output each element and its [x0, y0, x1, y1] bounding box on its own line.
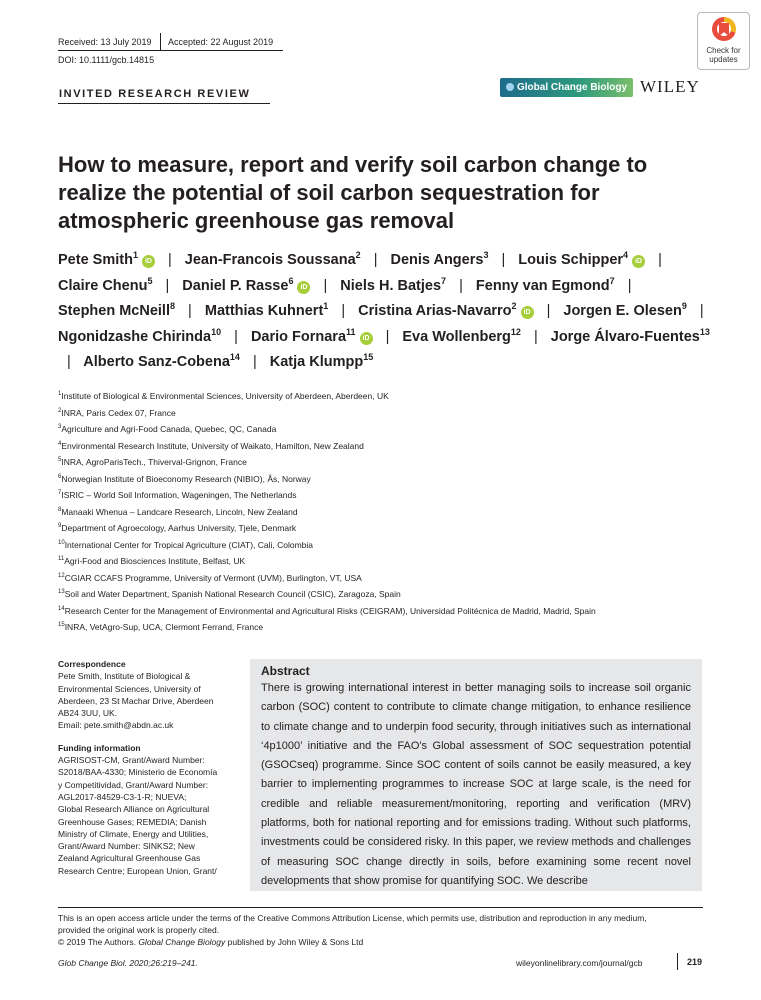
author-affiliation-number: 3 [483, 250, 489, 260]
author-separator: | [658, 252, 662, 268]
affiliation-text: INRA, Paris Cedex 07, France [61, 407, 176, 418]
affiliation-text: CGIAR CCAFS Programme, University of Vermont (UVM), Burlington, VT, USA [64, 572, 362, 583]
author-affiliation-number: 1 [323, 301, 329, 311]
author-name: Jorgen E. Olesen [563, 303, 682, 319]
correspondence-heading: Correspondence [58, 659, 126, 669]
author-affiliation-number: 10 [211, 326, 222, 337]
funding-line: Grant/Award Number: SINKS2; New [58, 841, 195, 852]
author-name: Pete Smith [58, 252, 133, 268]
affiliation-text: Agriculture and Agri-Food Canada, Quebec, QC, Canada [61, 424, 277, 434]
author [205, 303, 328, 319]
affiliation-text: INRA, AgroParisTech., Thiverval-Grignon, France [61, 457, 247, 467]
affiliation [58, 454, 708, 471]
author-separator: | [699, 303, 704, 319]
author [185, 252, 361, 268]
correspondence-line: AB24 3UU, UK. [58, 708, 118, 719]
correspondence-line: Pete Smith, Institute of Biological & [58, 671, 191, 682]
author-affiliation-number: 4 [623, 250, 629, 260]
affiliation-number: 1 [58, 391, 62, 397]
license-rule [58, 907, 703, 908]
affiliation [58, 570, 708, 587]
author-name: Fenny van Egmond [475, 277, 610, 294]
author-separator: | [627, 277, 632, 294]
funding-line: AGRISOST-CM, Grant/Award Number: [58, 755, 205, 766]
author [58, 326, 222, 345]
affiliation-text: Research Center for the Management of Environmental and Agricultural Risks (CEIGRAM), Universidad Politécnica de Madrid, Madrid, Spain [64, 605, 596, 616]
affiliation [58, 487, 708, 504]
funding-line: Zealand Agricultural Greenhouse Gas [58, 853, 201, 864]
citation: Glob Change Biol. 2020;26:219–241. [58, 958, 198, 968]
author-separator: | [373, 252, 378, 268]
orcid-icon[interactable]: iD [360, 332, 373, 345]
orcid-icon[interactable]: iD [632, 255, 645, 268]
author-name: Claire Chenu [58, 277, 148, 294]
affiliation [58, 537, 708, 554]
author-name: Alberto Sanz-Cobena [83, 354, 230, 370]
author-name: Daniel P. Rasse [182, 277, 289, 294]
funding-heading: Funding information [58, 742, 141, 753]
correspondence-line: Environmental Sciences, University of [58, 683, 201, 694]
author-name: Matthias Kuhnert [204, 303, 324, 319]
affiliation-number: 15 [58, 622, 65, 628]
funding-line: S2018/BAA-4330; Ministerio de Economía [58, 767, 218, 778]
author [358, 303, 533, 319]
author [563, 303, 686, 319]
author-name: Denis Angers [390, 252, 484, 268]
affiliation-number: 7 [58, 490, 62, 496]
affiliation-text: Agri-Food and Biosciences Institute, Belfast, UK [64, 556, 246, 566]
abstract-heading: Abstract [261, 664, 310, 678]
affiliation [58, 405, 708, 422]
author-list [58, 248, 728, 376]
copyright-journal: Global Change Biology [138, 936, 226, 947]
article-sidebar [58, 658, 238, 877]
author-affiliation-number: 15 [363, 352, 374, 362]
affiliation-text: Institute of Biological & Environmental Sciences, University of Aberdeen, Aberdeen, UK [61, 391, 389, 401]
affiliation-number: 9 [58, 523, 62, 529]
affiliation [58, 520, 708, 537]
author-affiliation-number: 12 [510, 326, 521, 337]
affiliation [58, 603, 708, 620]
affiliation-number: 13 [58, 589, 65, 595]
license-line-2: provided the original work is properly cited. [58, 924, 220, 935]
doi[interactable]: DOI: 10.1111/gcb.14815 [58, 55, 155, 65]
copyright-prefix: © 2019 The Authors. [58, 936, 136, 947]
license-text [58, 913, 708, 948]
author-separator: | [341, 303, 346, 319]
author-separator: | [546, 303, 551, 319]
affiliation [58, 586, 708, 603]
funding-text [58, 754, 238, 877]
author [550, 326, 710, 345]
article-title: How to measure, report and verify soil carbon change to realize the potential of soil carbon sequestration for atmospheric greenhouse gas removal [58, 151, 648, 233]
author-separator: | [385, 328, 390, 345]
license-line-1: This is an open access article under the terms of the Creative Commons Attribution License, which permits use, distribution and reproduction in any medium, [58, 913, 647, 923]
author-affiliation-number: 11 [346, 326, 356, 337]
affiliation-number: 10 [58, 539, 65, 546]
accepted-date: Accepted: 22 August 2019 [168, 37, 274, 47]
affiliation-number: 11 [58, 556, 65, 562]
section-underline [58, 103, 270, 104]
affiliation-text: ISRIC – World Soil Information, Wageningen, The Netherlands [61, 490, 297, 500]
affiliation-text: Manaaki Whenua – Landcare Research, Lincoln, New Zealand [61, 506, 298, 517]
header-divider [160, 33, 161, 50]
author [270, 354, 373, 370]
orcid-icon[interactable]: iD [142, 255, 155, 268]
correspondence-text [58, 670, 238, 731]
author-separator: | [459, 277, 463, 294]
correspondence-line: Aberdeen, 23 St Machar Drive, Aberdeen [58, 695, 214, 706]
author-affiliation-number: 14 [229, 352, 240, 362]
affiliation-text: Norwegian Institute of Bioeconomy Research (NIBIO), Ås, Norway [61, 473, 311, 484]
author-affiliation-number: 8 [170, 301, 176, 311]
author-separator: | [234, 328, 238, 345]
author-affiliation-number: 2 [511, 301, 517, 311]
author-name: Stephen McNeill [58, 303, 170, 319]
affiliation [58, 553, 708, 570]
author [58, 252, 155, 268]
author-name: Katja Klumpp [269, 354, 364, 370]
funding-line: Research Centre; European Union, Grant/ [58, 865, 217, 876]
author-affiliation-number: 7 [441, 275, 447, 286]
affiliation-number: 5 [58, 457, 62, 463]
journal-url[interactable]: wileyonlinelibrary.com/journal/gcb [516, 958, 643, 968]
author [475, 275, 615, 294]
author [340, 275, 447, 294]
footer-divider [677, 953, 678, 970]
author-affiliation-number: 9 [681, 301, 687, 311]
author [58, 303, 175, 319]
author-name: Louis Schipper [518, 252, 624, 268]
affiliation-number: 14 [58, 605, 65, 612]
author-separator: | [533, 328, 538, 345]
affiliation-number: 2 [58, 407, 62, 414]
affiliation [58, 619, 708, 636]
affiliation [58, 388, 708, 405]
orcid-icon[interactable]: iD [521, 306, 534, 319]
author-name: Ngonidzashe Chirinda [58, 328, 212, 345]
badge-label-line2: updates [709, 55, 738, 64]
author-separator: | [323, 277, 328, 294]
author-name: Eva Wollenberg [402, 328, 511, 345]
author-name: Niels H. Batjes [340, 277, 442, 294]
author [83, 354, 240, 370]
author [250, 326, 373, 345]
orcid-icon[interactable]: iD [297, 281, 310, 294]
copyright-suffix: published by John Wiley & Sons Ltd [227, 936, 364, 947]
check-for-updates-badge[interactable] [697, 12, 750, 70]
globe-icon [506, 83, 514, 91]
author-separator: | [167, 252, 172, 268]
affiliation [58, 438, 708, 455]
affiliation-number: 6 [58, 473, 62, 480]
author [518, 252, 645, 268]
author-separator: | [252, 354, 257, 370]
funding-line: AGL2017-84529-C3-1-R; NUEVA; [58, 791, 187, 802]
journal-name: Global Change Biology [517, 82, 628, 93]
author-affiliation-number: 6 [288, 275, 294, 286]
affiliation-number: 8 [58, 506, 62, 513]
author-affiliation-number: 13 [699, 326, 710, 337]
author [182, 275, 310, 294]
author-separator: | [501, 252, 506, 268]
author-affiliation-number: 2 [355, 250, 361, 260]
author-separator: | [67, 354, 71, 370]
publisher-logo[interactable]: WILEY [640, 77, 700, 96]
funding-line: Ministry of Climate, Energy and Utilities, [58, 828, 209, 839]
abstract-box [250, 659, 702, 891]
abstract-text: There is growing international interest in better managing soils to increase soil organic carbon (SOC) content to contribute to climate change mitigation, to enhance resilience to climate change and to underpin food security, through initiatives such as international ‘4p1000’ initiative and the FAO's Global assessment of SOC sequestration potential (GSOCseq) programme. Since SOC content of soils cannot be easily measured, a key barrier to implementing programmes to increase SOC at large scale, is the need for credible and reliable measurement/monitoring, reporting and verification (MRV) platforms, both for national reporting and for emissions trading. Without such platforms, investments could be considered risky. In this paper, we review methods and challenges of measuring SOC change directly in soils, before examining some recent novel developments that show promise for quantifying SOC. We describe [261, 682, 691, 887]
author-name: Cristina Arias-Navarro [358, 303, 512, 319]
author-name: Jorge Álvaro-Fuentes [550, 328, 700, 345]
author-separator: | [165, 277, 170, 294]
header-rule [58, 50, 283, 51]
author-separator: | [188, 303, 192, 319]
journal-logo[interactable] [500, 78, 633, 97]
author [391, 252, 489, 268]
affiliation [58, 504, 708, 521]
received-date: Received: 13 July 2019 [58, 37, 152, 47]
affiliation-number: 3 [58, 424, 62, 430]
affiliation-number: 12 [58, 572, 65, 579]
author-name: Dario Fornara [250, 328, 347, 345]
author-affiliation-number: 1 [132, 250, 138, 260]
affiliation-text: Department of Agroecology, Aarhus University, Tjele, Denmark [61, 523, 297, 533]
affiliation-number: 4 [58, 440, 62, 447]
page-number: 219 [687, 957, 703, 967]
correspondence-line: Email: pete.smith@abdn.ac.uk [58, 720, 174, 731]
funding-line: Global Research Alliance on Agricultural [58, 804, 210, 815]
author [58, 275, 153, 294]
copyright-line [58, 937, 708, 949]
affiliation-text: INRA, VetAgro-Sup, UCA, Clermont Ferrand, France [64, 622, 264, 632]
affiliation [58, 421, 708, 438]
funding-line: Greenhouse Gases; REMEDIA; Danish [58, 816, 207, 827]
author-affiliation-number: 7 [609, 275, 615, 286]
affiliation-text: Soil and Water Department, Spanish National Research Council (CSIC), Zaragoza, Spain [64, 589, 401, 599]
author-name: Jean-Francois Soussana [184, 252, 356, 268]
affiliation-list [58, 388, 708, 636]
affiliation [58, 471, 708, 488]
affiliation-text: International Center for Tropical Agriculture (CIAT), Cali, Colombia [64, 539, 314, 550]
affiliation-text: Environmental Research Institute, University of Waikato, Hamilton, New Zealand [61, 440, 364, 451]
funding-line: y Competitividad, Grant/Award Number: [58, 779, 209, 790]
author [402, 326, 521, 345]
author-affiliation-number: 5 [147, 275, 153, 286]
section-label: INVITED RESEARCH REVIEW [59, 88, 251, 100]
badge-label-line1: Check for [706, 46, 741, 55]
